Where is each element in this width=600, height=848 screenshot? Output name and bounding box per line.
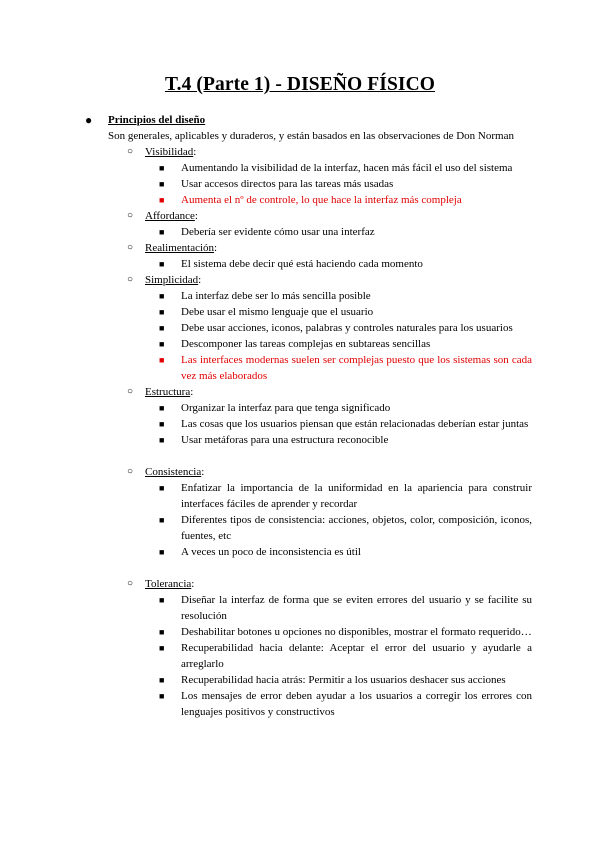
square-bullet-icon: ■: [159, 195, 165, 205]
list-item: ■ Las cosas que los usuarios piensan que están relacionadas deberían estar juntas: [159, 418, 529, 430]
subsection-affordance: ○ Affordance:: [127, 210, 198, 222]
square-bullet-icon: ■: [159, 179, 165, 189]
circle-bullet-icon: ○: [127, 386, 134, 397]
list-item: ■ A veces un poco de inconsistencia es útil: [159, 546, 361, 558]
list-item: ■ Debería ser evidente cómo usar una interfaz: [159, 226, 375, 238]
list-item: ■ Descomponer las tareas complejas en subtareas sencillas: [159, 338, 431, 350]
subsection-visibilidad: ○ Visibilidad:: [127, 146, 197, 158]
square-bullet-icon: ■: [159, 323, 165, 333]
square-bullet-icon: ■: [159, 339, 165, 349]
subsection-label: Affordance: [145, 210, 195, 222]
list-item: ■ Deshabilitar botones u opciones no disponibles, mostrar el formato requerido…: [159, 626, 532, 638]
subsection-realimentacion: ○ Realimentación:: [127, 242, 218, 254]
circle-bullet-icon: ○: [127, 274, 134, 285]
item-list: [90, 480, 530, 560]
section-heading: Principios del diseño: [108, 114, 206, 126]
square-bullet-icon: ■: [159, 307, 165, 317]
list-item: ■ Usar accesos directos para las tareas más usadas: [159, 178, 394, 190]
list-item: ■ Recuperabilidad hacia atrás: Permitir a los usuarios deshacer sus acciones: [159, 674, 506, 686]
subsection-label: Visibilidad: [145, 146, 194, 158]
circle-bullet-icon: ○: [127, 146, 134, 157]
square-bullet-icon: ■: [159, 515, 165, 525]
subsection-label: Consistencia: [145, 466, 202, 478]
subsection-label: Realimentación: [145, 242, 215, 254]
list-item: ■ Usar metáforas para una estructura reconocible: [159, 434, 389, 446]
list-item: ■ Debe usar el mismo lenguaje que el usuario: [159, 306, 374, 318]
item-list: [90, 256, 530, 272]
section-intro: Son generales, aplicables y duraderos, y están basados en las observaciones de Don Norman: [108, 130, 514, 142]
list-item-highlighted: ■ Las interfaces modernas suelen ser complejas puesto que los sistemas son cada vez más elaborados: [159, 354, 532, 382]
subsection-tolerancia: ○ Tolerancia:: [127, 578, 195, 590]
square-bullet-icon: ■: [159, 691, 165, 701]
list-item-highlighted: ■ Aumenta el nº de controle, lo que hace la interfaz más compleja: [159, 194, 462, 206]
item-list: [90, 592, 530, 720]
subsection-label: Estructura: [145, 386, 191, 398]
square-bullet-icon: ■: [159, 675, 165, 685]
square-bullet-icon: ■: [159, 403, 165, 413]
list-item: ■ El sistema debe decir qué está haciendo cada momento: [159, 258, 423, 270]
item-list: [90, 224, 530, 240]
subsection-estructura: ○ Estructura:: [127, 386, 194, 398]
list-item: ■ Diseñar la interfaz de forma que se eviten errores del usuario y se facilite su resolución: [159, 594, 532, 622]
square-bullet-icon: ■: [159, 483, 165, 493]
square-bullet-icon: ■: [159, 259, 165, 269]
list-item: ■ Enfatizar la importancia de la uniformidad en la apariencia para construir interfaces fáciles de aprender y recordar: [159, 482, 532, 510]
square-bullet-icon: ■: [159, 627, 165, 637]
square-bullet-icon: ■: [159, 435, 165, 445]
subsection-label: Tolerancia: [145, 578, 192, 590]
list-item: ■ Aumentando la visibilidad de la interfaz, hacen más fácil el uso del sistema: [159, 162, 513, 174]
square-bullet-icon: ■: [159, 419, 165, 429]
list-item: ■ Diferentes tipos de consistencia: acciones, objetos, color, composición, iconos, fuentes, etc: [159, 514, 532, 542]
square-bullet-icon: ■: [159, 547, 165, 557]
item-list: [90, 288, 530, 384]
disc-bullet-icon: ●: [85, 113, 93, 127]
list-item: ■ Debe usar acciones, iconos, palabras y controles naturales para los usuarios: [159, 322, 513, 334]
subsection-label: Simplicidad: [145, 274, 199, 286]
page-title: T.4 (Parte 1) - DISEÑO FÍSICO: [164, 74, 436, 95]
item-list: [90, 400, 530, 448]
square-bullet-icon: ■: [159, 643, 165, 653]
subsection-consistencia: ○ Consistencia:: [127, 466, 205, 478]
square-bullet-icon: ■: [159, 227, 165, 237]
subsection-simplicidad: ○ Simplicidad:: [127, 274, 202, 286]
list-item: ■ Organizar la interfaz para que tenga significado: [159, 402, 391, 414]
circle-bullet-icon: ○: [127, 466, 134, 477]
circle-bullet-icon: ○: [127, 578, 134, 589]
square-bullet-icon: ■: [159, 291, 165, 301]
circle-bullet-icon: ○: [127, 242, 134, 253]
square-bullet-icon: ■: [159, 355, 165, 365]
square-bullet-icon: ■: [159, 595, 165, 605]
list-item: ■ La interfaz debe ser lo más sencilla posible: [159, 290, 371, 302]
list-item: ■ Los mensajes de error deben ayudar a los usuarios a corregir los errores con lenguajes positivos y constructivos: [159, 690, 532, 718]
square-bullet-icon: ■: [159, 163, 165, 173]
principles-section: [85, 112, 532, 720]
item-list: [90, 160, 530, 208]
list-item: ■ Recuperabilidad hacia delante: Aceptar el error del usuario y ayudarle a arreglarlo: [159, 642, 532, 670]
circle-bullet-icon: ○: [127, 210, 134, 221]
